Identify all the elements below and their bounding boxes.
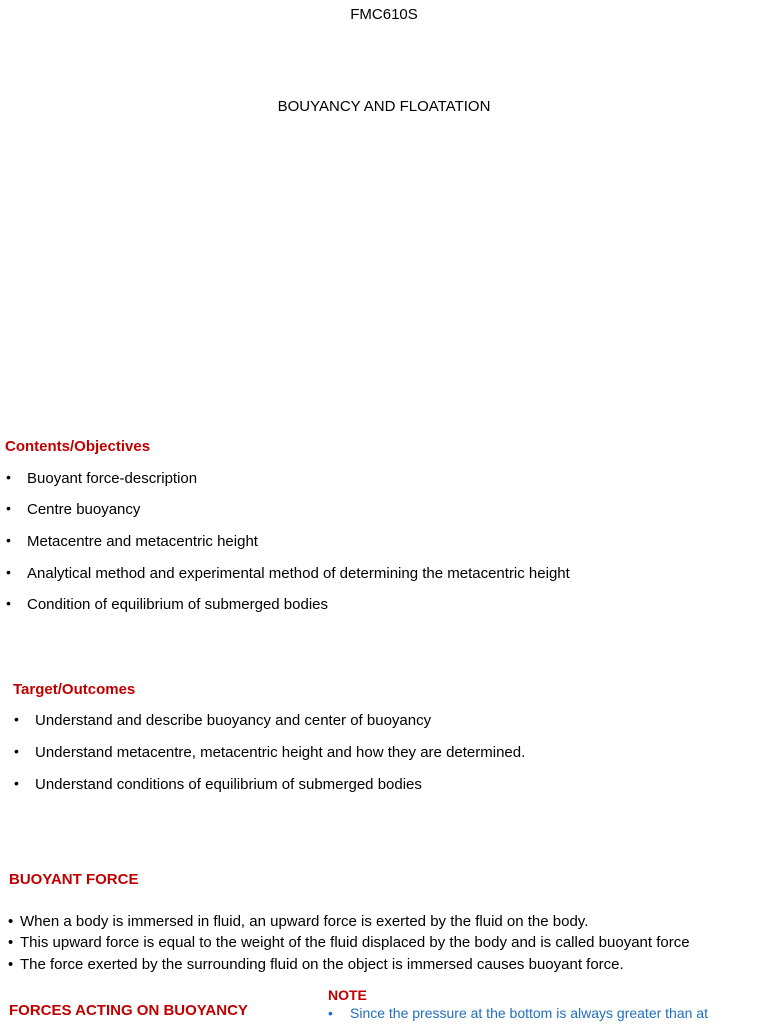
bullet-icon: • — [6, 532, 11, 548]
bullet-icon: • — [6, 500, 11, 516]
bullet-icon: • — [8, 913, 14, 930]
list-item — [8, 913, 589, 930]
list-item-text: Understand and describe buoyancy and center of buoyancy — [35, 712, 432, 729]
list-item-text: Metacentre and metacentric height — [27, 533, 258, 550]
bullet-icon: • — [6, 595, 11, 611]
list-item-text: When a body is immersed in fluid, an upward force is exerted by the fluid on the body. — [20, 913, 589, 930]
bullet-icon: • — [14, 743, 19, 759]
course-code: FMC610S — [350, 6, 418, 23]
buoyant-force-heading: BUOYANT FORCE — [9, 871, 139, 888]
list-item-text: Buoyant force-description — [27, 470, 198, 487]
list-item-text: Understand metacentre, metacentric height and how they are determined. — [35, 744, 526, 761]
list-item — [8, 934, 690, 951]
list-item-text: Understand conditions of equilibrium of submerged bodies — [35, 776, 422, 793]
bullet-icon: • — [14, 711, 19, 727]
note-item — [328, 1005, 708, 1021]
contents-heading: Contents/Objectives — [5, 438, 151, 455]
note-item-text: Since the pressure at the bottom is always greater than at — [350, 1005, 708, 1021]
bullet-icon: • — [6, 564, 11, 580]
note-heading: NOTE — [328, 987, 367, 1003]
list-item-text: The force exerted by the surrounding fluid on the object is immersed causes buoyant force. — [20, 956, 624, 973]
list-item-text: Analytical method and experimental method of determining the metacentric height — [27, 565, 570, 582]
list-item-text: Centre buoyancy — [27, 501, 141, 518]
bullet-icon: • — [14, 775, 19, 791]
list-item-text: Condition of equilibrium of submerged bodies — [27, 596, 329, 613]
document-title: BOUYANCY AND FLOATATION — [277, 98, 491, 115]
bullet-icon: • — [8, 934, 14, 951]
bullet-icon: • — [6, 469, 11, 485]
list-item-text: This upward force is equal to the weight of the fluid displaced by the body and is called buoyant force — [20, 934, 690, 951]
list-item — [8, 956, 624, 973]
targets-heading: Target/Outcomes — [13, 681, 136, 698]
bullet-icon: • — [328, 1005, 333, 1021]
forces-heading: FORCES ACTING ON BUOYANCY — [9, 1002, 248, 1019]
bullet-icon: • — [8, 956, 14, 973]
